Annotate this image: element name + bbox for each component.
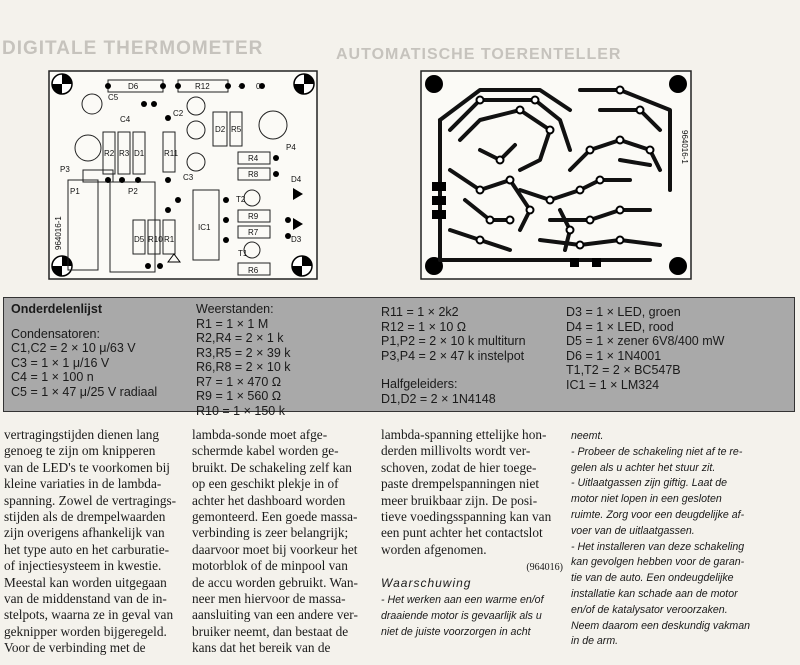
warning-title: Waarschuwing — [381, 576, 472, 590]
text-line: geknipper worden bijgeregeld. — [4, 623, 167, 639]
parts-line — [381, 363, 526, 377]
warning-line: in de arm. — [571, 635, 619, 648]
track-layout-figure — [420, 70, 692, 280]
parts-line: C4 = 1 × 100 n — [11, 370, 94, 384]
text-line: stelpots, waarna ze in geval van — [4, 607, 174, 623]
text-line: zijn overigens afhankelijk van — [4, 525, 165, 541]
warning-line: - Het werken aan een warme en/of — [381, 594, 544, 606]
warning-line: neemt. — [571, 430, 604, 442]
pcb-label: R2 — [104, 149, 115, 158]
pcb-label: R7 — [248, 228, 259, 237]
parts-col-1 — [11, 302, 157, 399]
text-line: spanning. Zowel de vertragings- — [4, 492, 177, 508]
track-layout-svg — [420, 70, 692, 280]
parts-line: R6,R8 = 2 × 10 k — [196, 360, 291, 374]
pcb-label: R4 — [248, 154, 259, 163]
pcb-label: C3 — [183, 173, 194, 182]
pcb-label: D6 — [128, 82, 139, 91]
parts-list-box — [3, 297, 795, 418]
warning-line: gelen als u achter het stuur zit. — [571, 461, 716, 474]
warning-column-left — [381, 593, 544, 640]
parts-line: T1,T2 = 2 × BC547B — [566, 363, 681, 377]
parts-col-3 — [381, 305, 526, 406]
parts-line: R12 = 1 × 10 Ω — [381, 319, 467, 334]
warning-line: installatie kan schade aan de motor — [571, 587, 738, 600]
text-line: achter het dashboard worden — [192, 492, 346, 508]
pcb-label: D5 — [134, 235, 145, 244]
pcb-label: C2 — [173, 109, 184, 118]
component-layout-figure — [48, 70, 318, 280]
text-line: de accu worden gebruikt. Wan- — [192, 574, 358, 590]
parts-line: R2,R4 = 2 × 1 k — [196, 331, 284, 345]
text-line: tieve voedingsspanning kan van — [381, 509, 552, 525]
text-column-1 — [4, 427, 186, 657]
pcb-label: C4 — [120, 115, 131, 124]
text-line: Meestal kan worden uitgegaan — [4, 574, 167, 590]
text-line: neer men hiervoor de massa- — [192, 591, 346, 607]
warning-line: Neem daarom een deskundig vakman — [571, 619, 751, 632]
parts-line: R10 = 1 × 150 k — [196, 403, 285, 418]
text-line: derden millivolts wordt ver- — [381, 443, 531, 459]
text-line: motorblok of de minpool van — [192, 558, 348, 574]
pcb-label: R1 — [164, 235, 175, 244]
parts-line: C3 = 1 × 1 μ/16 V — [11, 355, 110, 370]
pcb-label: R12 — [195, 82, 210, 91]
parts-line: Halfgeleiders: — [381, 377, 458, 391]
text-line: kleine variaties in de lambda- — [4, 476, 162, 492]
pcb-label: P1 — [70, 187, 80, 196]
text-line: vertragingstijden dienen lang — [4, 427, 160, 442]
pcb-label: P4 — [286, 143, 296, 152]
text-line: bruiker neemt, dan bestaat de — [192, 623, 349, 639]
parts-line: R9 = 1 × 560 Ω — [196, 389, 282, 403]
pcb-label: T1 — [238, 249, 248, 258]
text-line: schoven, zodat de hier toege- — [381, 459, 537, 475]
pcb-board-code: 964016-1 — [54, 216, 63, 250]
warning-line: kan gevolgen hebben voor de garan- — [571, 556, 745, 569]
pcb-label: IC1 — [198, 223, 211, 232]
text-line: meer bruikbaar zijn. De posi- — [381, 492, 538, 508]
pcb-label: R9 — [248, 212, 259, 221]
text-line: genoeg te zijn om knipperen — [4, 443, 156, 459]
text-line: het type auto en het carburatie- — [4, 541, 170, 557]
pcb-label: D1 — [134, 149, 145, 158]
text-line: van de LED's te voorkomen bij — [4, 459, 170, 475]
parts-line: Weerstanden: — [196, 302, 274, 316]
parts-line: C5 = 1 × 47 μ/25 V radiaal — [11, 384, 158, 399]
text-line: een punt achter het contactslot — [381, 525, 543, 541]
parts-line: P1,P2 = 2 × 10 k multiturn — [381, 334, 526, 348]
parts-col-4 — [566, 305, 724, 392]
parts-col-2 — [196, 302, 291, 418]
text-column-2 — [192, 427, 374, 657]
background-heading-left: DIGITALE THERMOMETER — [2, 38, 264, 59]
pcb-label: R6 — [248, 266, 259, 275]
parts-line: D1,D2 = 2 × 1N4148 — [381, 391, 496, 406]
pcb-label: R8 — [248, 170, 259, 179]
warning-column-right — [571, 429, 750, 650]
component-layout-svg — [48, 70, 318, 280]
parts-line: R11 = 1 × 2k2 — [381, 305, 459, 319]
text-line: schermde kabel worden ge- — [192, 443, 339, 459]
warning-line: draaiende motor is gevaarlijk als u — [381, 609, 542, 622]
text-line: of injectiesysteem in kwestie. — [4, 558, 162, 574]
warning-line: niet de juiste voorzorgen in acht — [381, 625, 531, 638]
pcb-label: D4 — [291, 175, 302, 184]
parts-line: R1 = 1 × 1 M — [196, 316, 269, 331]
pcb-label: P2 — [128, 187, 138, 196]
text-line: stijden als de drempelwaarden — [4, 509, 166, 525]
text-line: daarvoor moet bij voorkeur het — [192, 541, 358, 557]
background-heading-mid: AUTOMATISCHE TOERENTELLER — [336, 46, 622, 63]
text-line: bruikt. De schakeling zelf kan — [192, 459, 352, 475]
parts-line: D5 = 1 × zener 6V8/400 mW — [566, 334, 725, 348]
parts-line: IC1 = 1 × LM324 — [566, 377, 660, 392]
text-line: van de middenstand van de in- — [4, 591, 167, 607]
parts-line: D4 = 1 × LED, rood — [566, 319, 674, 334]
text-column-3 — [381, 427, 563, 577]
parts-line: R3,R5 = 2 × 39 k — [196, 345, 291, 360]
text-line: aansluiting van een andere ver- — [192, 607, 358, 623]
warning-line: - Probeer de schakeling niet af te re- — [571, 445, 743, 458]
parts-line: R7 = 1 × 470 Ω — [196, 374, 282, 389]
parts-list-title: Onderdelenlijst — [11, 302, 102, 316]
svg-text:+: + — [238, 82, 243, 91]
warning-line: - Het installeren van deze schakeling — [571, 540, 745, 553]
text-line: worden afgenomen. — [381, 541, 487, 557]
track-board-code: 964016-1 — [680, 130, 689, 164]
parts-line: P3,P4 = 2 × 47 k instelpot — [381, 348, 525, 363]
warning-line: motor niet lopen in een gesloten — [571, 493, 722, 506]
parts-line: Condensatoren: — [11, 326, 100, 341]
warning-line: en/of de katalysator veroorzaken. — [571, 603, 728, 616]
svg-text:0: 0 — [256, 82, 261, 91]
article-reference: (964016) — [526, 562, 563, 574]
text-line: paste drempelspanningen niet — [381, 476, 540, 492]
pcb-label: R3 — [119, 149, 130, 158]
text-line: Voor de verbinding met de — [4, 640, 146, 656]
pcb-label: R5 — [231, 125, 242, 134]
text-line: lambda-sonde moet afge- — [192, 427, 328, 442]
warning-line: - Uitlaatgassen zijn giftig. Laat de — [571, 477, 728, 490]
parts-line: C1,C2 = 2 × 10 μ/63 V — [11, 341, 136, 355]
pcb-label: D3 — [291, 235, 302, 244]
text-line: lambda-spanning ettelijke hon- — [381, 427, 547, 442]
pcb-label: T2 — [236, 195, 246, 204]
text-line: kans dat het bereik van de — [192, 640, 331, 656]
pcb-label: D2 — [215, 125, 226, 134]
warning-line: tie van de auto. Een ondeugdelijke — [571, 572, 734, 585]
text-line: verbinding is zeer belangrijk; — [192, 525, 349, 541]
warning-line: ruimte. Zorg voor een deugdelijke af- — [571, 508, 745, 521]
text-line: gemonteerd. Een goede massa- — [192, 509, 358, 525]
pcb-label: C5 — [108, 93, 119, 102]
pcb-label: R10 — [148, 235, 163, 244]
pcb-label: P3 — [60, 165, 70, 174]
parts-line: D3 = 1 × LED, groen — [566, 305, 681, 319]
warning-line: voer van de uitlaatgassen. — [571, 524, 695, 537]
pcb-label: R11 — [164, 149, 179, 158]
registration-mark-icon — [52, 74, 72, 94]
text-line: op een geschikt plekje in of — [192, 476, 339, 492]
parts-line: D6 = 1 × 1N4001 — [566, 348, 662, 363]
